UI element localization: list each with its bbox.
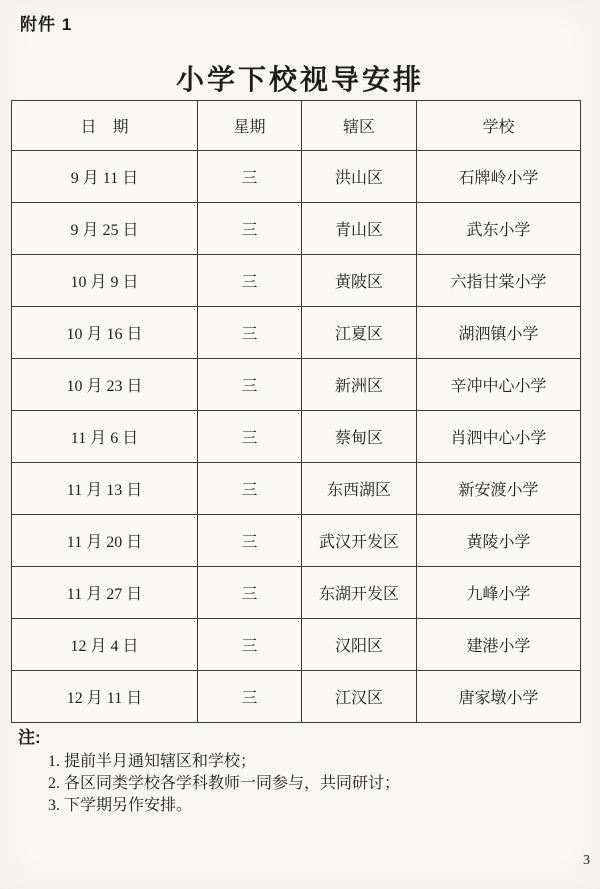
district-cell: 东西湖区 [302,463,417,515]
attachment-label: 附件 1 [20,15,73,34]
table-header-row [12,101,581,151]
weekday-cell: 三 [198,203,302,255]
notes-section [18,727,578,817]
date-cell: 11 月 27 日 [12,567,198,619]
weekday-cell: 三 [198,463,302,515]
table-row [12,151,581,203]
district-cell: 洪山区 [302,151,417,203]
district-cell: 江汉区 [302,671,417,723]
district-cell: 江夏区 [302,307,417,359]
column-header-district: 辖区 [302,101,417,151]
school-cell: 建港小学 [417,619,581,671]
date-cell: 11 月 6 日 [12,411,198,463]
note-item-2: 2. 各区同类学校各学科教师一同参与，共同研讨； [48,775,401,792]
note-item-3: 3. 下学期另作安排。 [48,797,193,814]
date-cell: 9 月 25 日 [12,203,198,255]
school-cell: 肖泗中心小学 [417,411,581,463]
district-cell: 汉阳区 [302,619,417,671]
table-row [12,619,581,671]
date-cell: 10 月 23 日 [12,359,198,411]
school-cell: 黄陵小学 [417,515,581,567]
table-row [12,515,581,567]
table-row [12,203,581,255]
school-cell: 六指甘棠小学 [417,255,581,307]
page-title: 小学下校视导安排 [175,65,424,96]
school-cell: 石牌岭小学 [417,151,581,203]
date-cell: 12 月 11 日 [12,671,198,723]
date-cell: 10 月 9 日 [12,255,198,307]
weekday-cell: 三 [198,255,302,307]
school-cell: 武东小学 [417,203,581,255]
table-row [12,567,581,619]
school-cell: 唐家墩小学 [417,671,581,723]
district-cell: 新洲区 [302,359,417,411]
district-cell: 青山区 [302,203,417,255]
school-cell: 湖泗镇小学 [417,307,581,359]
date-cell: 11 月 13 日 [12,463,198,515]
table-row [12,255,581,307]
table-row [12,671,581,723]
table-row [12,463,581,515]
table-body [12,151,581,723]
school-cell: 九峰小学 [417,567,581,619]
notes-label: 注: [18,728,41,747]
district-cell: 黄陂区 [302,255,417,307]
weekday-cell: 三 [198,567,302,619]
district-cell: 武汉开发区 [302,515,417,567]
weekday-cell: 三 [198,151,302,203]
table-row [12,359,581,411]
column-header-school: 学校 [417,101,581,151]
table-row [12,307,581,359]
date-cell: 10 月 16 日 [12,307,198,359]
school-cell: 新安渡小学 [417,463,581,515]
weekday-cell: 三 [198,359,302,411]
column-header-date: 日 期 [12,101,198,151]
page-number: 3 [583,853,590,868]
schedule-table [11,100,581,723]
weekday-cell: 三 [198,515,302,567]
table-row [12,411,581,463]
district-cell: 蔡甸区 [302,411,417,463]
district-cell: 东湖开发区 [302,567,417,619]
weekday-cell: 三 [198,671,302,723]
weekday-cell: 三 [198,411,302,463]
date-cell: 9 月 11 日 [12,151,198,203]
school-cell: 辛冲中心小学 [417,359,581,411]
note-item-1: 1. 提前半月通知辖区和学校； [48,753,257,770]
date-cell: 11 月 20 日 [12,515,198,567]
weekday-cell: 三 [198,619,302,671]
weekday-cell: 三 [198,307,302,359]
column-header-weekday: 星期 [198,101,302,151]
date-cell: 12 月 4 日 [12,619,198,671]
